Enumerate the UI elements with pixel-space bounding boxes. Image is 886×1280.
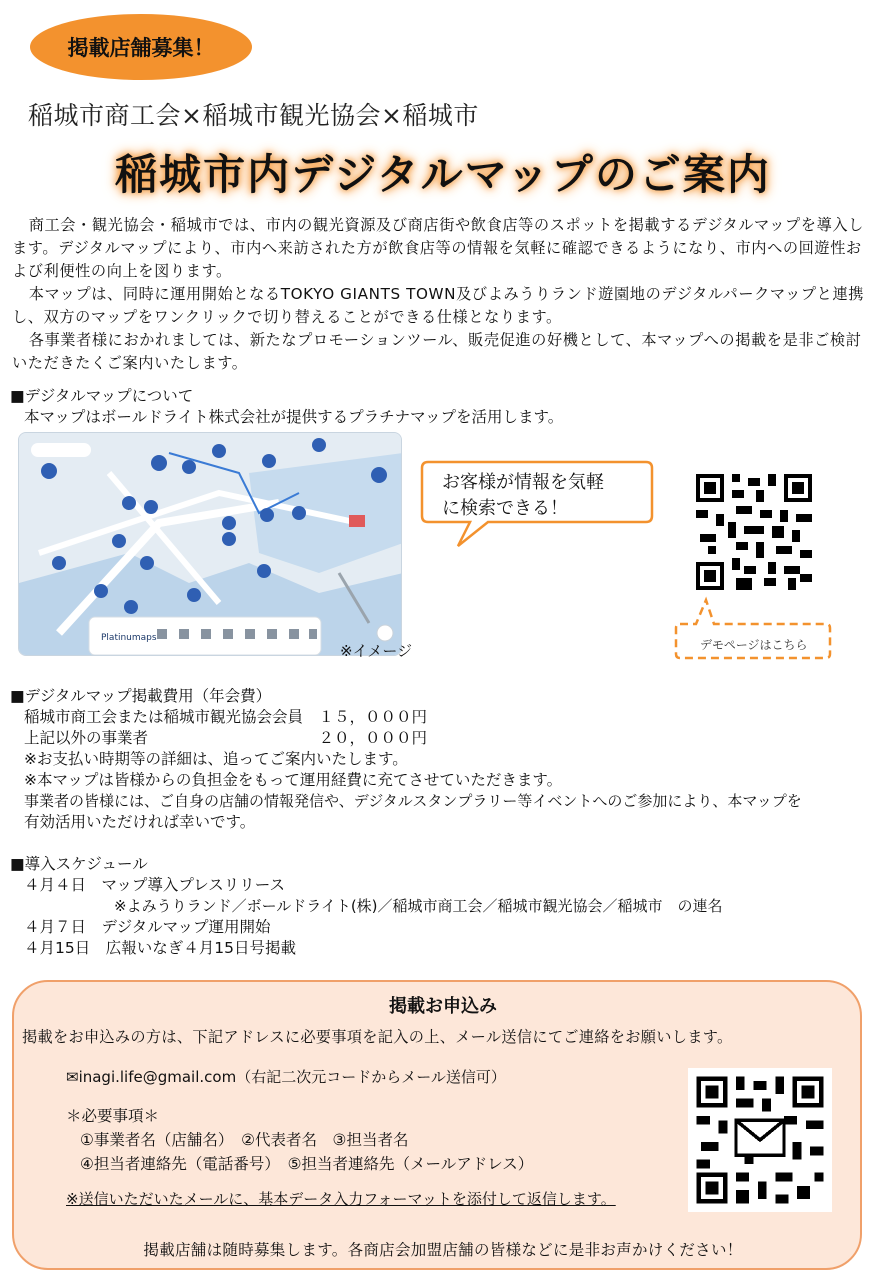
page-title: 稲城市内デジタルマップのご案内 [115, 150, 771, 199]
fees-heading: ■デジタルマップ掲載費用（年会費） [10, 687, 272, 705]
required-heading: ＊必要事項＊ [66, 1107, 160, 1125]
map-illustration [19, 433, 402, 656]
schedule-item: ４月15日 広報いなぎ４月15日号掲載 [24, 939, 296, 957]
intro-text [12, 214, 874, 375]
fee-note: ※お支払い時期等の詳細は、追ってご案内いたします。 [24, 750, 408, 768]
demo-qr-code[interactable] [694, 474, 814, 590]
recruit-badge: 掲載店舗募集！ [30, 14, 252, 80]
intro-paragraph: 本マップは、同時に運用開始となるTOKYO GIANTS TOWN及びよみうりランド遊園地のデジタルパークマップと連携し、双方のマップをワンクリックで切り替えることができる仕様となります。 [12, 285, 865, 326]
bubble-text [442, 470, 604, 522]
map-brand: Platinumaps [101, 633, 157, 643]
schedule-section [10, 854, 723, 959]
application-title: 掲載お申込み [389, 996, 497, 1017]
about-body: 本マップはボールドライト株式会社が提供するプラチナマップを活用します。 [24, 408, 564, 426]
bubble-line: に検索できる！ [442, 498, 568, 519]
schedule-heading: ■導入スケジュール [10, 855, 148, 873]
schedule-item: ４月７日 デジタルマップ運用開始 [24, 918, 271, 936]
fees-section [10, 686, 802, 833]
required-line: ④担当者連絡先（電話番号） ⑤担当者連絡先（メールアドレス） [80, 1155, 534, 1173]
speech-bubble [418, 458, 658, 550]
reply-note: ※送信いただいたメールに、基本データ入力フォーマットを添付して返信します。 [66, 1190, 616, 1208]
application-lead: 掲載をお申込みの方は、下記アドレスに必要事項を記入の上、メール送信にてご連絡をお願いします。 [22, 1028, 733, 1046]
about-section [10, 386, 563, 428]
mail-qr-icon [688, 1068, 832, 1212]
about-heading: ■デジタルマップについて [10, 387, 194, 405]
intro-paragraph: 商工会・観光協会・稲城市では、市内の観光資源及び商店街や飲食店等のスポットを掲載するデジタルマップを導入します。デジタルマップにより、市内へ来訪された方が飲食店等の情報を気軽に確認できるようになり、市内への回遊性および利便性の向上を図ります。 [12, 216, 864, 280]
intro-paragraph: 各事業者様におかれましては、新たなプロモーションツール、販売促進の好機として、本マップへの掲載を是非ご検討いただきたくご案内いたします。 [12, 331, 862, 372]
application-footer: 掲載店舗は随時募集します。各商店会加盟店舗の皆様などに是非お声かけください！ [143, 1241, 743, 1259]
fee-other: 上記以外の事業者 ２０，０００円 [24, 729, 428, 747]
fee-note: 事業者の皆様には、ご自身の店舗の情報発信や、デジタルスタンプラリー等イベントへのご参加により、本マップを [24, 792, 802, 810]
demo-link[interactable]: デモページはこちら [700, 638, 808, 652]
qr-code-icon [694, 474, 814, 590]
schedule-item: ４月４日 マップ導入プレスリリース [24, 876, 286, 894]
fee-note: 有効活用いただければ幸いです。 [24, 813, 256, 831]
fee-member: 稲城市商工会または稲城市観光協会会員 １５，０００円 [24, 708, 428, 726]
page-subtitle: 稲城市商工会×稲城市観光協会×稲城市 [28, 101, 479, 130]
schedule-item: ※よみうりランド／ボールドライト(株)／稲城市商工会／稲城市観光協会／稲城市 の連名 [24, 897, 723, 915]
required-items [66, 1104, 533, 1176]
required-line: ①事業者名（店舗名） ②代表者名 ③担当者名 [80, 1131, 409, 1149]
map-image [18, 432, 402, 656]
map-note: ※イメージ [340, 642, 413, 660]
bubble-line: お客様が情報を気軽 [442, 472, 604, 493]
mail-qr-code[interactable] [688, 1068, 832, 1212]
contact-email[interactable]: ✉inagi.life@gmail.com（右記二次元コードからメール送信可） [66, 1068, 506, 1086]
fee-note: ※本マップは皆様からの負担金をもって運用経費に充てさせていただきます。 [24, 771, 563, 789]
